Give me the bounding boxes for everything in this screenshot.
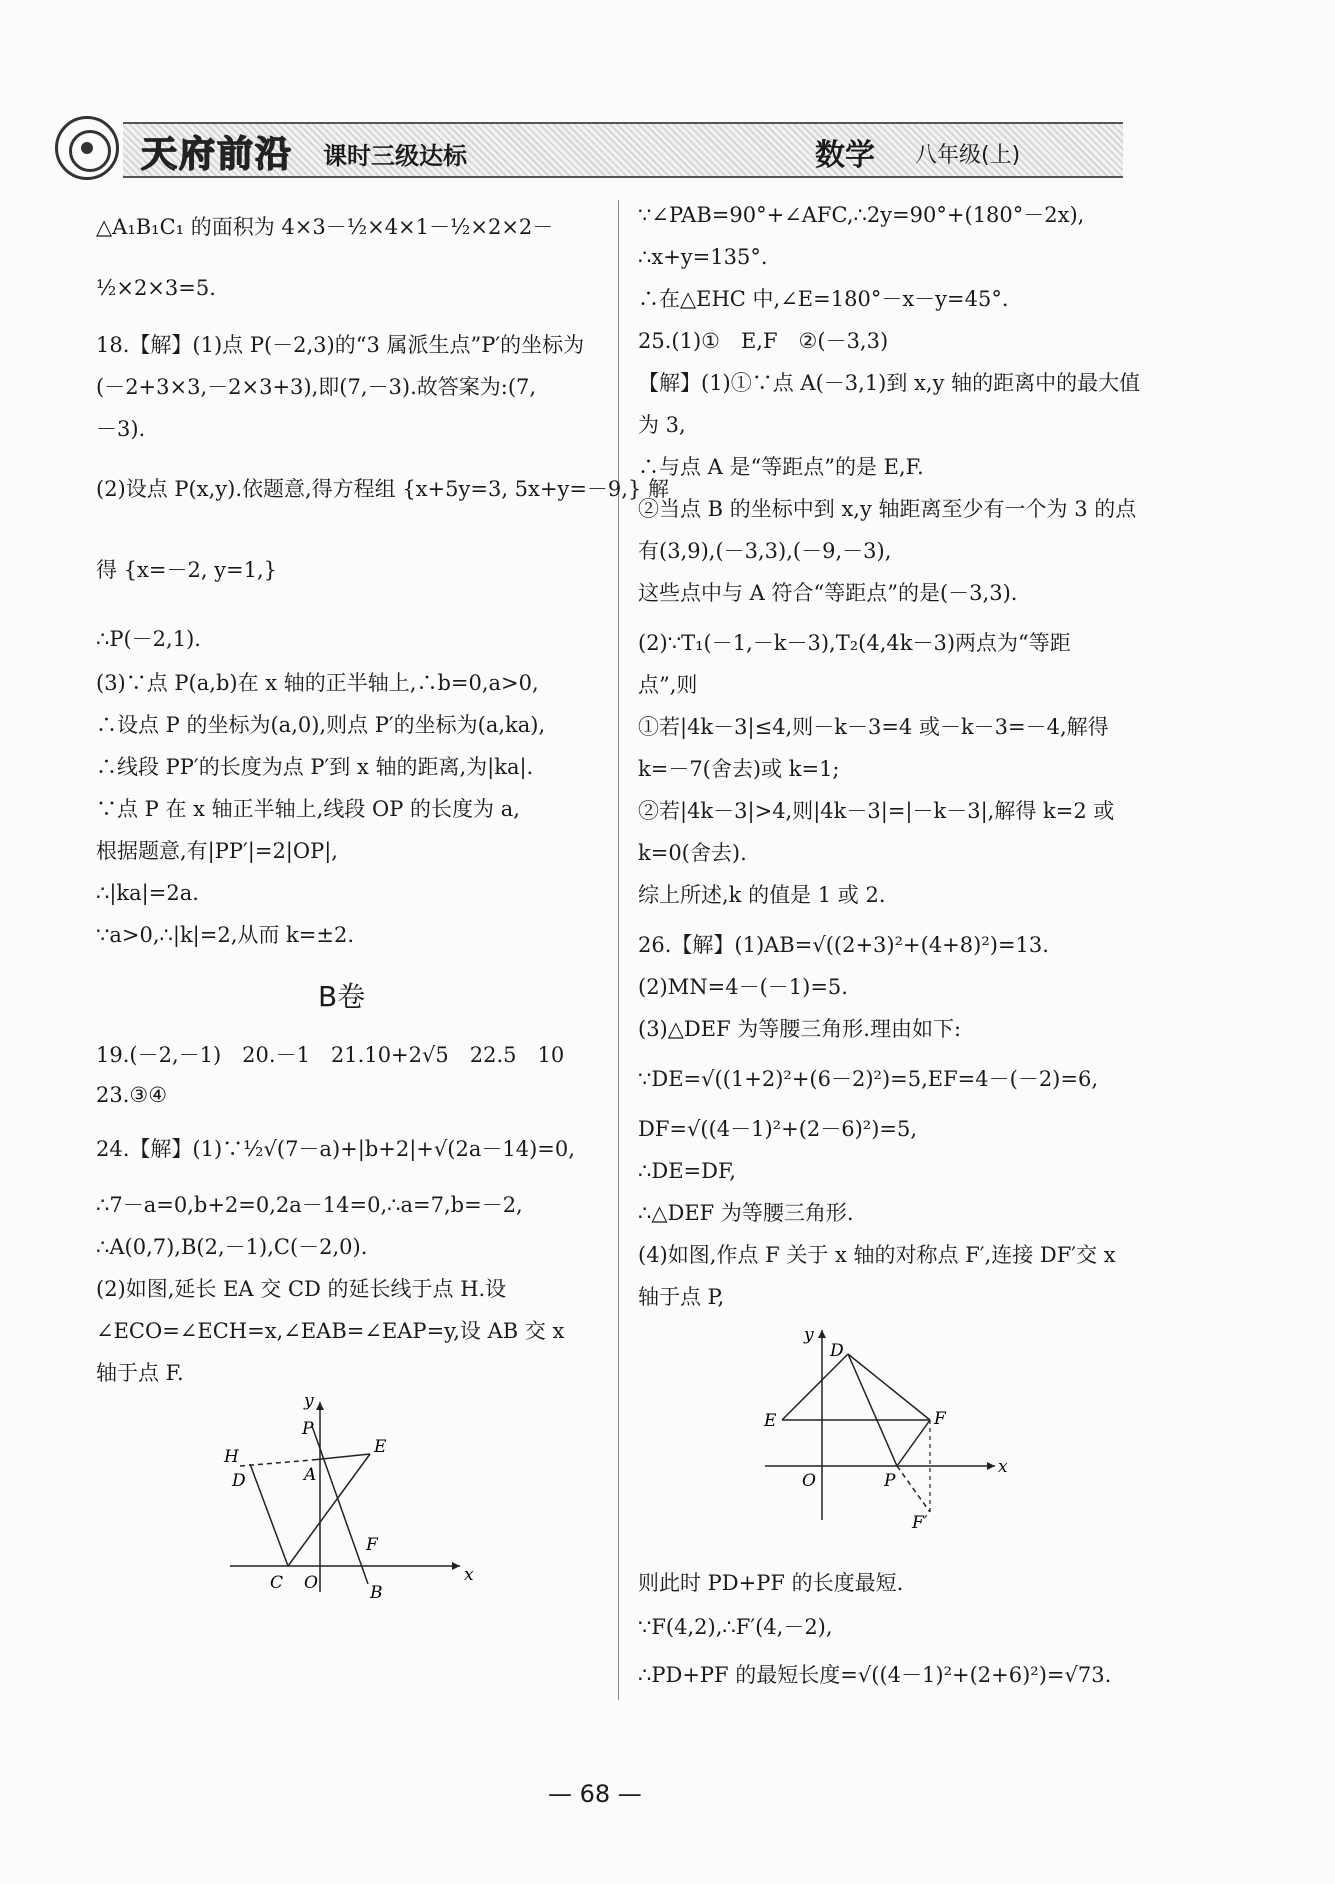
fig1-label-d: D [232, 1471, 246, 1491]
left-line: ∵a>0,∴|k|=2,从而 k=±2. [96, 923, 355, 947]
left-line: △A₁B₁C₁ 的面积为 4×3－½×4×1－½×2×2－ [96, 215, 554, 239]
y-axis-arrow-icon [818, 1330, 826, 1338]
left-line: ∠ECO=∠ECH=x,∠EAB=∠EAP=y,设 AB 交 x [96, 1319, 565, 1343]
left-line: ∴线段 PP′的长度为点 P′到 x 轴的距离,为|ka|. [96, 755, 534, 779]
fig2-label-f: F [934, 1409, 946, 1429]
fig2-label-p: P [884, 1471, 896, 1491]
right-line: ②当点 B 的坐标中到 x,y 轴距离至少有一个为 3 的点 [638, 497, 1137, 521]
right-line: 则此时 PD+PF 的长度最短. [638, 1571, 904, 1595]
right-line: 轴于点 P, [638, 1285, 725, 1309]
right-line: ∴与点 A 是“等距点”的是 E,F. [638, 455, 924, 479]
right-line: 为 3, [638, 413, 686, 437]
x-axis-arrow-icon [452, 1562, 460, 1570]
right-line: 有(3,9),(－3,3),(－9,－3), [638, 539, 892, 563]
segment-dp [848, 1354, 897, 1466]
fig1-label-h: H [224, 1447, 239, 1467]
fig1-label-o: O [304, 1573, 318, 1593]
right-line: 这些点中与 A 符合“等距点”的是(－3,3). [638, 581, 1018, 605]
right-line: ②若|4k－3|>4,则|4k－3|=|－k－3|,解得 k=2 或 [638, 799, 1115, 823]
fig2-label-d: D [830, 1341, 844, 1361]
right-line: ∴DE=DF, [638, 1159, 736, 1183]
page-number: — 68 — [548, 1780, 642, 1808]
fig1-label-f: F [366, 1535, 378, 1555]
right-line: (3)△DEF 为等腰三角形.理由如下: [638, 1017, 962, 1041]
segment-de [782, 1354, 848, 1420]
left-line: 轴于点 F. [96, 1361, 184, 1385]
left-line: ∴设点 P 的坐标为(a,0),则点 P′的坐标为(a,ka), [96, 713, 546, 737]
right-line: ∴PD+PF 的最短长度=√((4－1)²+(2+6)²)=√73. [638, 1663, 1112, 1687]
fig1-label-b: B [370, 1583, 383, 1602]
fig2-label-e: E [764, 1411, 777, 1431]
section-title: B卷 [318, 980, 366, 1013]
page-header [55, 108, 1130, 186]
right-line: 【解】(1)①∵点 A(－3,1)到 x,y 轴的距离中的最大值 [638, 371, 1141, 395]
right-line: 综上所述,k 的值是 1 或 2. [638, 883, 886, 907]
left-line: ∴7－a=0,b+2=0,2a－14=0,∴a=7,b=－2, [96, 1193, 523, 1217]
right-line: 26.【解】(1)AB=√((2+3)²+(4+8)²)=13. [638, 933, 1049, 957]
left-line: (－2+3×3,－2×3+3),即(7,－3).故答案为:(7, [96, 375, 537, 399]
column-divider [618, 200, 619, 1700]
fig1-label-a: A [304, 1465, 317, 1485]
segment-df [848, 1354, 930, 1420]
segment-ce [288, 1454, 370, 1566]
left-line: 24.【解】(1)∵½√(7－a)+|b+2|+√(2a－14)=0, [96, 1137, 575, 1161]
fig2-label-x: x [998, 1457, 1008, 1477]
right-line: ①若|4k－3|≤4,则－k－3=4 或－k－3=－4,解得 [638, 715, 1109, 739]
series-title: 课时三级达标 [323, 142, 467, 170]
right-line: (2)∵T₁(－1,－k－3),T₂(4,4k－3)两点为“等距 [638, 631, 1071, 655]
fig2-label-o: O [802, 1471, 816, 1491]
right-line: k=0(舍去). [638, 841, 747, 865]
segment-ha-dashed [240, 1460, 312, 1466]
y-axis-arrow-icon [316, 1402, 324, 1410]
left-line: 18.【解】(1)点 P(－2,3)的“3 属派生点”P′的坐标为 [96, 333, 585, 357]
left-line: ∴A(0,7),B(2,－1),C(－2,0). [96, 1235, 368, 1259]
fig2-label-f-prime: F′ [912, 1513, 928, 1530]
left-line: 得 {x=－2, y=1,} [96, 558, 278, 582]
right-line: ∴△DEF 为等腰三角形. [638, 1201, 854, 1225]
target-logo-icon [55, 116, 119, 180]
fig1-label-e: E [374, 1437, 387, 1457]
fig1-label-x: x [464, 1565, 474, 1585]
right-line: ∵DE=√((1+2)²+(6－2)²)=5,EF=4－(－2)=6, [638, 1067, 1099, 1091]
subject-title: 数学 [815, 138, 875, 173]
right-line: ∵F(4,2),∴F′(4,－2), [638, 1615, 833, 1639]
left-line: ∴|ka|=2a. [96, 881, 199, 905]
x-axis-arrow-icon [987, 1462, 995, 1470]
segment-cd [250, 1464, 288, 1566]
left-line: ½×2×3=5. [96, 276, 216, 300]
right-line: k=－7(舍去)或 k=1; [638, 757, 840, 781]
left-line: 根据题意,有|PP′|=2|OP|, [96, 839, 338, 863]
right-line: 25.(1)① E,F ②(－3,3) [638, 329, 889, 353]
right-line: (2)MN=4－(－1)=5. [638, 975, 848, 999]
segment-pf1-dashed [897, 1466, 930, 1512]
figure-24 [220, 1392, 480, 1602]
left-line: ∴P(－2,1). [96, 627, 201, 651]
right-line: ∴在△EHC 中,∠E=180°－x－y=45°. [638, 287, 1009, 311]
left-line: 23.③④ [96, 1083, 168, 1107]
fig2-label-y: y [804, 1325, 814, 1345]
brand-title: 天府前沿 [141, 134, 294, 175]
grade-label: 八年级(上) [915, 143, 1021, 168]
fig1-label-p: P [302, 1419, 314, 1439]
right-line: DF=√((4－1)²+(2－6)²)=5, [638, 1117, 918, 1141]
right-line: ∵∠PAB=90°+∠AFC,∴2y=90°+(180°－2x), [638, 203, 1085, 227]
left-line: 19.(－2,－1) 20.－1 21.10+2√5 22.5 10 [96, 1043, 565, 1067]
fig1-label-y: y [304, 1392, 314, 1411]
left-line: －3). [96, 417, 146, 441]
right-line: (4)如图,作点 F 关于 x 轴的对称点 F′,连接 DF′交 x [638, 1243, 1116, 1267]
left-line: (2)设点 P(x,y).依题意,得方程组 {x+5y=3, 5x+y=－9,} 解 [96, 477, 670, 501]
segment-pf [897, 1420, 930, 1466]
figure-26 [760, 1320, 1010, 1530]
fig1-label-c: C [270, 1573, 284, 1593]
left-line: (3)∵点 P(a,b)在 x 轴的正半轴上,∴b=0,a>0, [96, 671, 539, 695]
left-line: (2)如图,延长 EA 交 CD 的延长线于点 H.设 [96, 1277, 507, 1301]
left-line: ∵点 P 在 x 轴正半轴上,线段 OP 的长度为 a, [96, 797, 520, 821]
right-line: 点”,则 [638, 673, 698, 697]
right-line: ∴x+y=135°. [638, 245, 768, 269]
